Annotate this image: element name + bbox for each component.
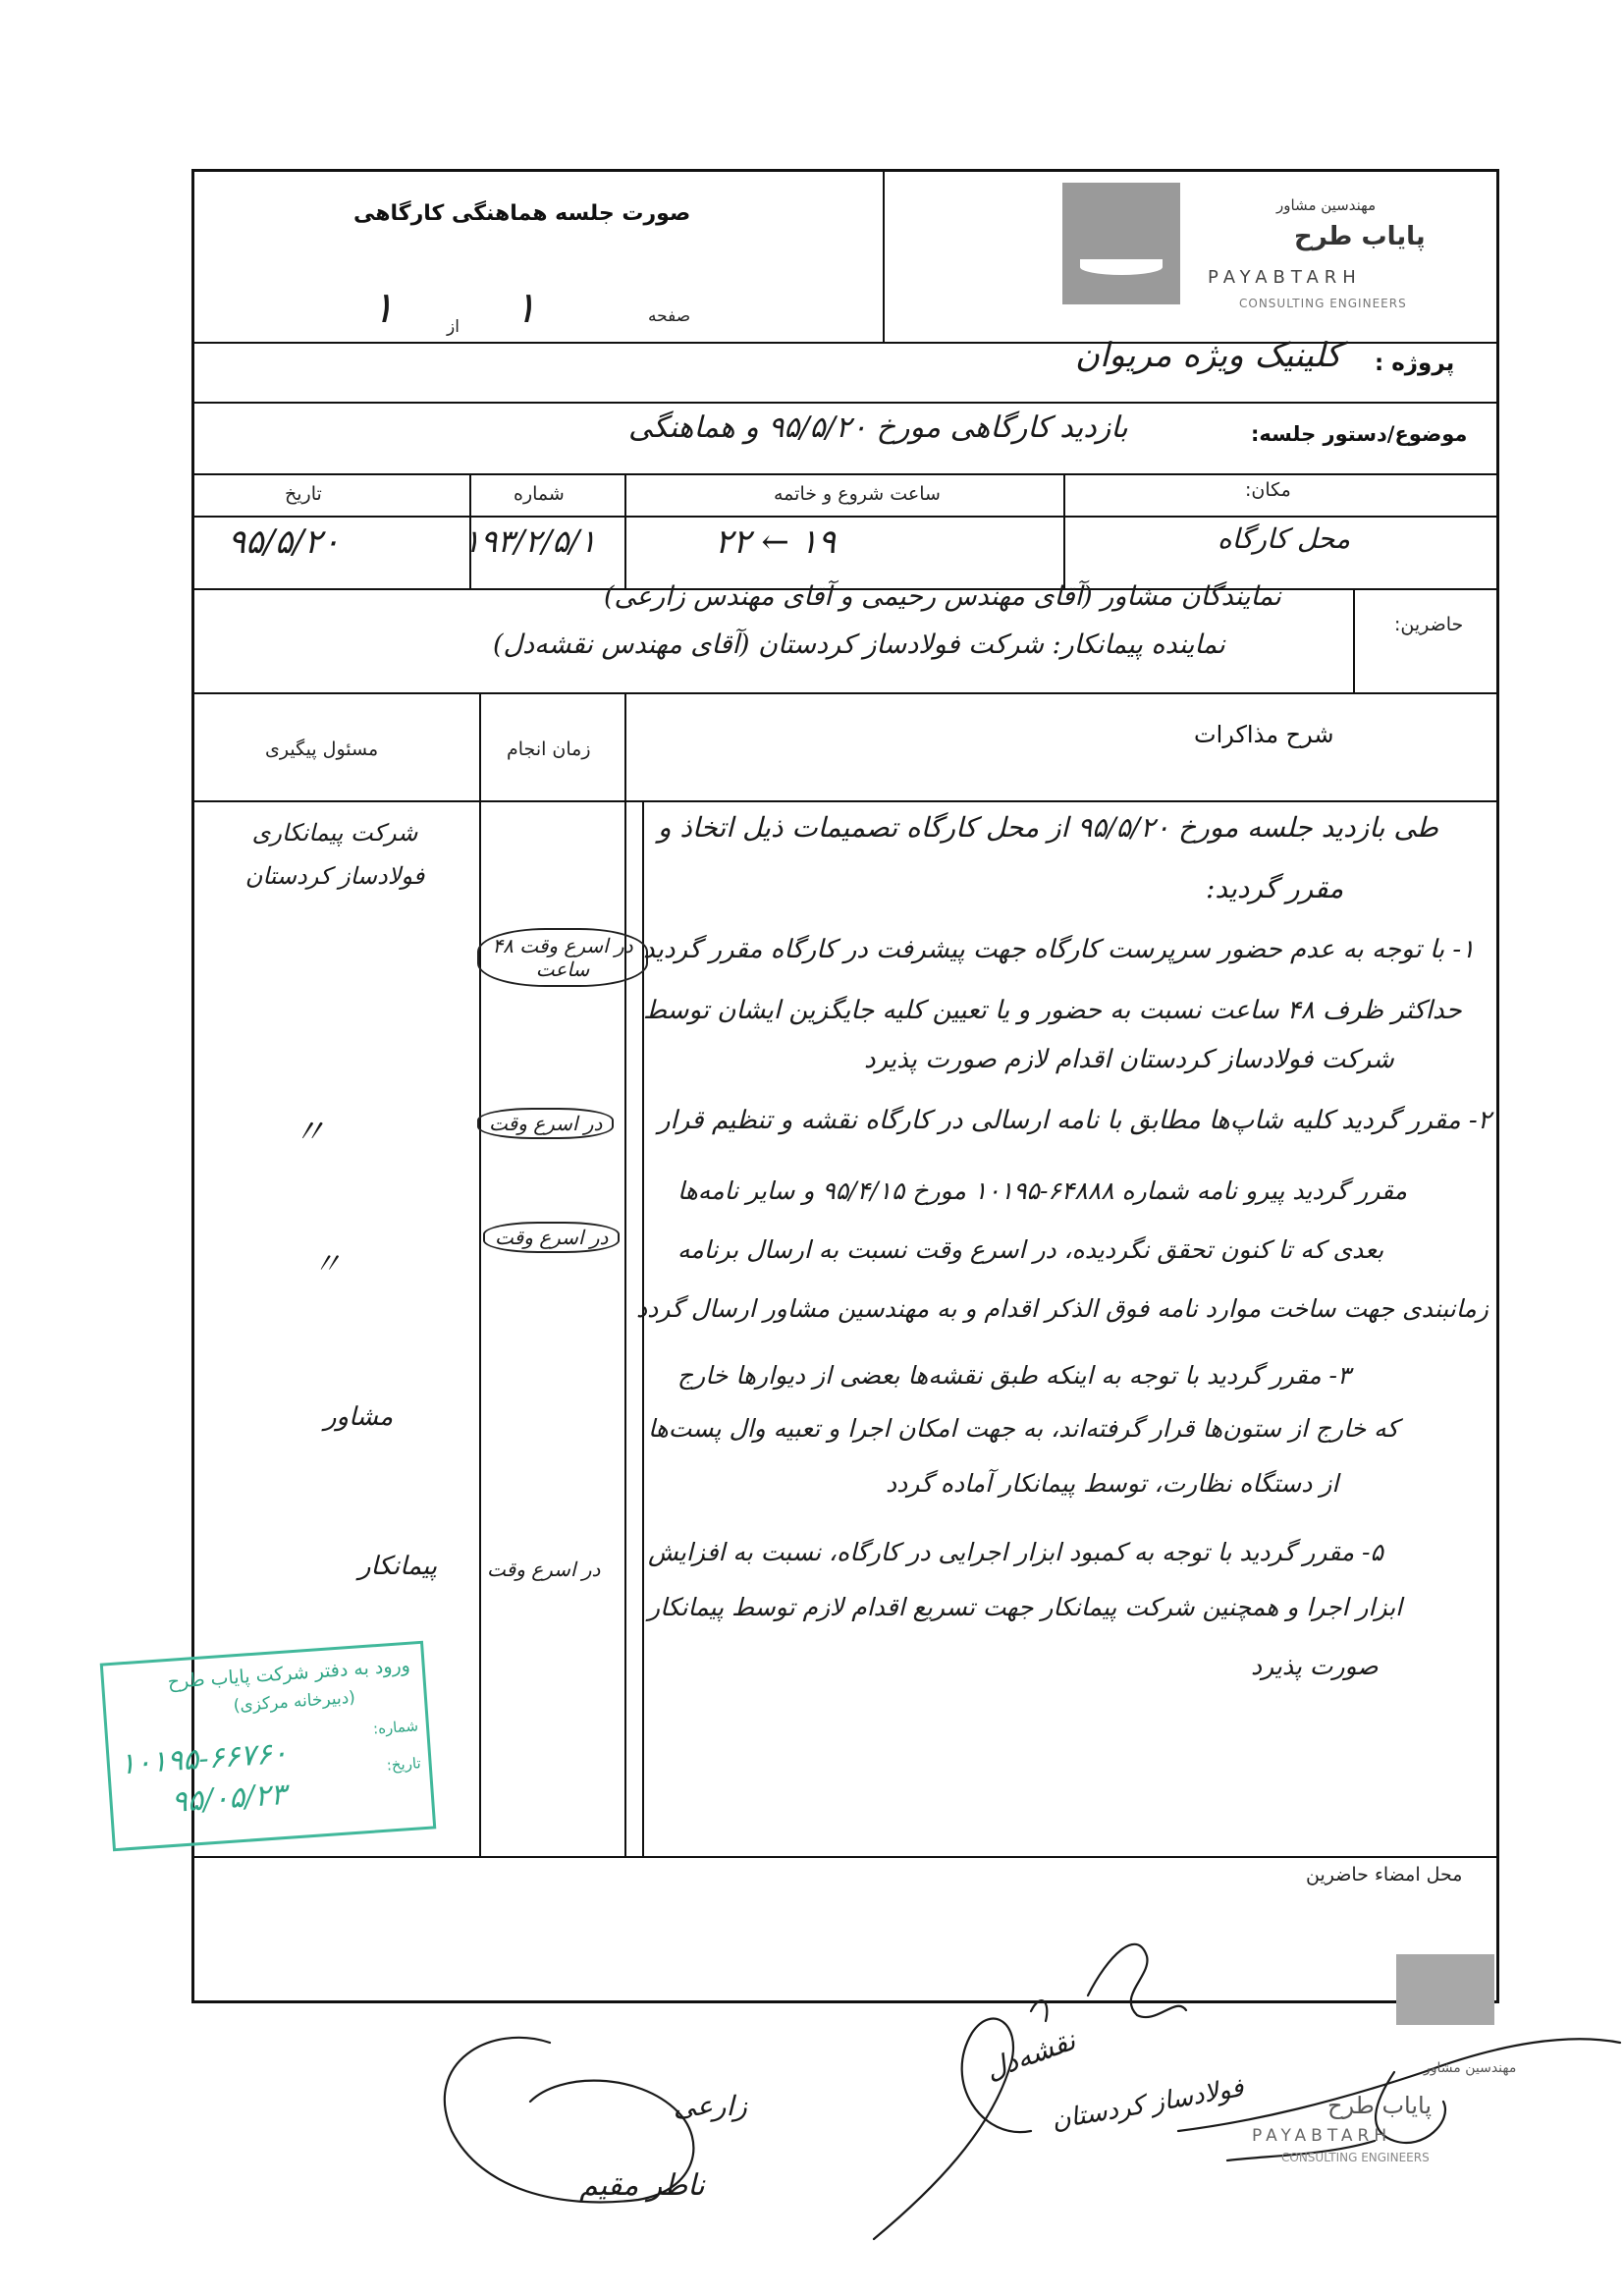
place-label: مکان: — [1245, 479, 1291, 501]
col-deadline-header: زمان انجام — [507, 738, 591, 760]
stamp-date-label: تاریخ: — [386, 1754, 422, 1775]
stamp-line-2: (دبیرخانه مرکزی) — [233, 1687, 356, 1717]
time-value: ۱۹ ← ۲۲ — [715, 522, 837, 562]
signature-stroke — [1088, 1944, 1186, 2017]
deadline-item: در اسرع وقت ۴۸ ساعت — [477, 928, 648, 987]
place-value: محل کارگاه — [1218, 522, 1351, 555]
stamp-date-value: ۹۵/۰۵/۲۳ — [170, 1777, 288, 1820]
project-value: کلینیک ویژه مریوان — [1075, 336, 1342, 375]
attendee-line-1: نمایندگان مشاور (آقای مهندس رحیمی و آقای مهندس زارعی) — [604, 581, 1281, 612]
deadline-item: در اسرع وقت — [487, 1558, 601, 1581]
number-label: شماره — [514, 483, 565, 505]
company-logo-mark-secondary — [1396, 1954, 1494, 2025]
signature-stroke — [1031, 2000, 1047, 2021]
date-value: ۹۵/۵/۲۰ — [228, 522, 341, 562]
minutes-line: مقرر گردید: — [1206, 872, 1344, 904]
minutes-line: از دستگاه نظارت، توسط پیمانکار آماده گردد — [886, 1469, 1339, 1498]
deadline-item: در اسرع وقت — [477, 1108, 614, 1139]
signature-name: فولادساز کردستان — [1049, 2073, 1246, 2136]
logo-secondary-persian-small: مهندسین مشاور — [1424, 2060, 1517, 2076]
page-number: ١ — [514, 283, 537, 333]
minutes-line: مقرر گردید پیرو نامه شماره ۶۴۸۸۸-۱۰۱۹۵ مورخ ۹۵/۴/۱۵ و سایر نامه‌ها — [677, 1176, 1408, 1205]
logo-secondary-persian-name: پایاب طرح — [1327, 2092, 1433, 2119]
logo-secondary-latin-name: PAYABTARH — [1252, 2126, 1392, 2146]
number-value: ۱۹۳/۲/۵/۱ — [463, 522, 597, 560]
minutes-line: ۵- مقرر گردید با توجه به کمبود ابزار اجرایی در کارگاه، نسبت به افزایش — [648, 1538, 1383, 1566]
minutes-line: شرکت فولادساز کردستان اقدام لازم صورت پذیرد — [864, 1045, 1394, 1074]
col-description-header: شرح مذاکرات — [1194, 721, 1334, 748]
time-label: ساعت شروع و خاتمه — [774, 483, 941, 505]
minutes-line: صورت پذیرد — [1251, 1652, 1379, 1680]
logo-persian-name: پایاب طرح — [1294, 222, 1426, 251]
signature-name: نقشه‌دل — [981, 2023, 1080, 2087]
stamp-number-value: ۱۰۱۹۵-۶۶۷۶۰ — [118, 1735, 290, 1782]
of-label: از — [447, 317, 460, 337]
deadline-item: در اسرع وقت — [483, 1222, 620, 1253]
attendee-line-2: نماینده پیمانکار: شرکت فولادساز کردستان (آقای مهندس نقشه‌دل) — [493, 629, 1225, 660]
page-label: صفحه — [648, 306, 691, 326]
project-label: پروژه : — [1375, 351, 1455, 376]
attendees-label: حاضرین: — [1394, 614, 1464, 635]
minutes-line: ۳- مقرر گردید با توجه به اینکه طبق نقشه‌ها بعضی از دیوارها خارج — [677, 1361, 1351, 1390]
minutes-line: زمانبندی جهت ساخت موارد نامه فوق الذکر اقدام و به مهندسین مشاور ارسال گردد — [636, 1294, 1489, 1323]
subject-value: بازدید کارگاهی مورخ ۹۵/۵/۲۰ و هماهنگی — [628, 410, 1128, 445]
subject-label: موضوع/دستور جلسه: — [1251, 422, 1468, 446]
date-label: تاریخ — [285, 483, 322, 505]
responsible-item: شرکت پیمانکاری فولادساز کردستان — [244, 819, 425, 890]
form-title: صورت جلسه هماهنگی کارگاهی — [353, 201, 691, 226]
minutes-line: که خارج از ستون‌ها قرار گرفته‌اند، به جهت امکان اجرا و تعبیه وال پست‌ها — [648, 1414, 1399, 1443]
minutes-line: ابزار اجرا و همچنین شرکت پیمانکار جهت تسریع اقدام لازم توسط پیمانکار — [648, 1593, 1403, 1621]
responsible-item: 〃 — [312, 1247, 342, 1282]
logo-secondary-latin-sub: CONSULTING ENGINEERS — [1281, 2151, 1430, 2164]
logo-latin-sub: CONSULTING ENGINEERS — [1239, 297, 1407, 310]
logo-latin-name: PAYABTARH — [1208, 267, 1362, 288]
signature-name: زارعی — [674, 2090, 747, 2122]
stamp-line-1: ورود به دفتر شرکت پایاب طرح — [167, 1654, 411, 1693]
stamp-number-label: شماره: — [372, 1717, 419, 1738]
col-followup-header: مسئول پیگیری — [265, 738, 379, 760]
responsible-item: پیمانکار — [358, 1552, 438, 1581]
minutes-line: حداکثر ظرف ۴۸ ساعت نسبت به حضور و یا تعیین کلیه جایگزین ایشان توسط — [643, 996, 1462, 1025]
minutes-line: طی بازدید جلسه مورخ ۹۵/۵/۲۰ از محل کارگاه تصمیمات ذیل اتخاذ و — [658, 811, 1438, 844]
minutes-line: بعدی که تا کنون تحقق نگردیده، در اسرع وقت نسبت به ارسال برنامه — [677, 1235, 1384, 1264]
signature-name: ناظر مقیم — [579, 2168, 705, 2203]
minutes-line: ۱- با توجه به عدم حضور سرپرست کارگاه جهت پیشرفت در کارگاه مقرر گردید — [643, 935, 1476, 964]
minutes-line: ۲- مقرر گردید کلیه شاپ‌ها مطابق با نامه ارسالی در کارگاه نقشه و تنظیم قرار — [658, 1106, 1491, 1135]
total-pages: ١ — [371, 283, 395, 333]
signatures-label: محل امضاء حاضرین — [1306, 1864, 1463, 1886]
responsible-item: مشاور — [324, 1402, 394, 1432]
logo-persian-small: مهندسین مشاور — [1276, 196, 1377, 214]
responsible-item: 〃 — [293, 1113, 326, 1152]
